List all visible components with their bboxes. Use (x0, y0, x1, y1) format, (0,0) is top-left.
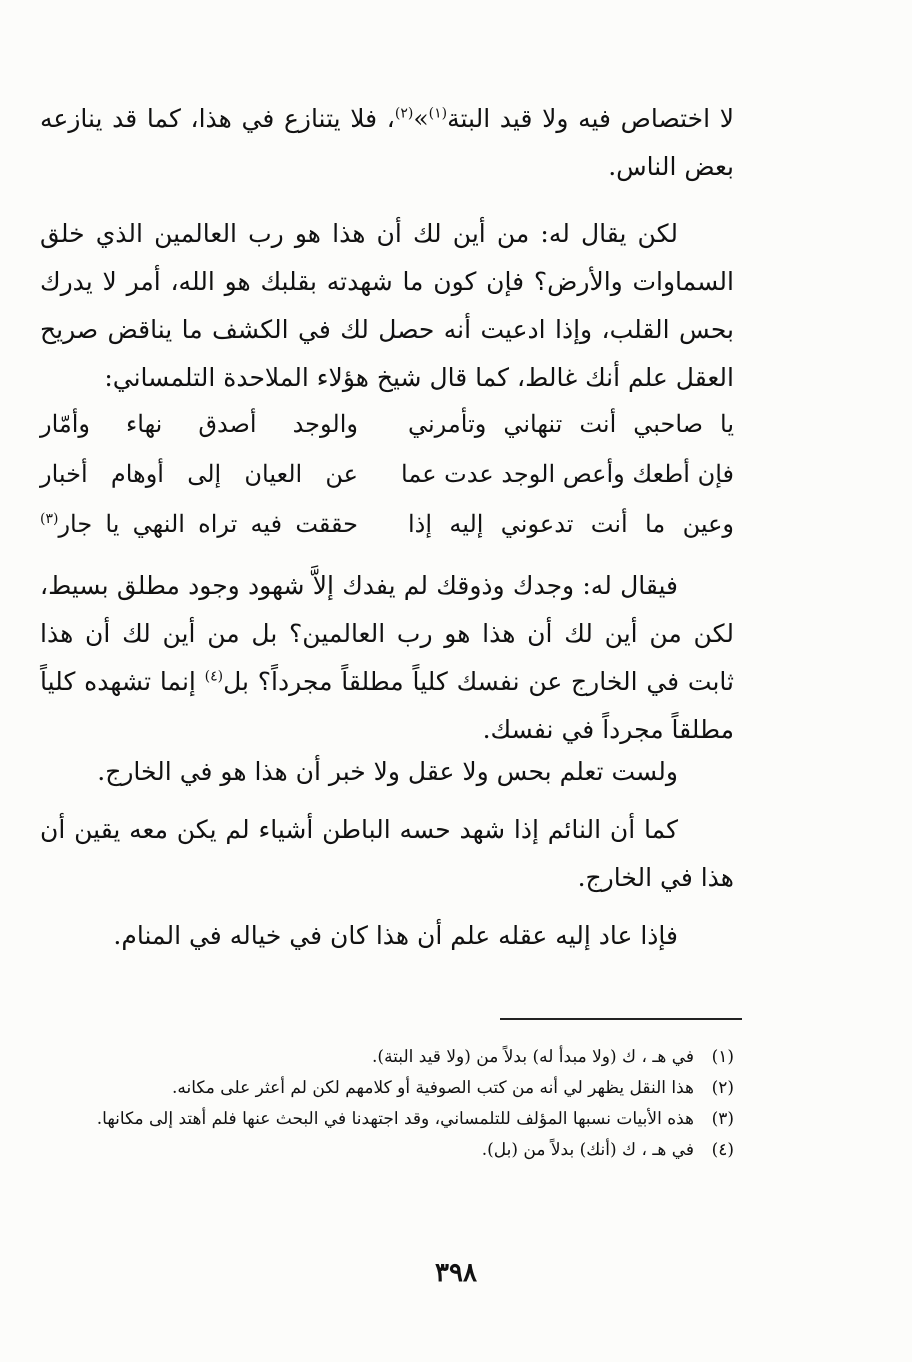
paragraph: ولست تعلم بحس ولا عقل ولا خبر أن هذا هو في الخارج. (97, 757, 678, 786)
paragraph-text: لا اختصاص فيه ولا قيد البتة (447, 104, 734, 133)
footnote-ref: (٣) (40, 511, 59, 527)
closing-quote: » (413, 104, 429, 133)
footnote (40, 1042, 734, 1073)
verse-first-hemistich: يا صاحبي أنت تنهاني وتأمرني (408, 410, 734, 438)
footnote-number: (١) (711, 1047, 734, 1067)
verse-text: والوجد أصدق نهاء وأمّار (40, 410, 358, 438)
footnote-number: (٢) (711, 1078, 734, 1098)
footnote-ref: (١) (428, 105, 448, 122)
paragraph-text: إنما تشهده كلياً مطلقاً مجرداً في نفسك. (40, 667, 734, 744)
footnote-text: في هـ ، ك (أنك) بدلاً من (بل). (481, 1140, 694, 1160)
footnote-ref: (٤) (204, 668, 224, 685)
verse-second-hemistich (40, 400, 358, 448)
paragraph-text: فيقال له: وجدك وذوقك لم يفدك إلاَّ شهود وجود مطلق بسيط، لكن من أين لك أن هذا هو رب العالمين؟ بل من أين لك أن هذا ثابت في الخارج عن نفسك كلياً مطلقاً مجرداً؟ بل (40, 571, 734, 696)
footnote-number: (٤) (711, 1140, 734, 1160)
poem-verse (40, 500, 734, 548)
verse-text: حققت فيه تراه النهي يا جار (58, 510, 358, 538)
verse-text: عن العيان إلى أوهام أخبار (40, 460, 358, 488)
footnote (40, 1135, 734, 1166)
footnote-text: هذا النقل يظهر لي أنه من كتب الصوفية أو كلامهم لكن لم أعثر على مكانه. (171, 1078, 694, 1098)
footnote (40, 1073, 734, 1104)
paragraph: فإذا عاد إليه عقله علم أن هذا كان في خياله في المنام. (113, 921, 678, 950)
verse-first-hemistich: وعين ما أنت تدعوني إليه إذا (408, 510, 734, 538)
footnote-divider (500, 1018, 742, 1020)
footnotes-list (40, 1042, 734, 1166)
paragraph (40, 562, 734, 754)
footnote-ref: (٢) (394, 105, 414, 122)
paragraph (40, 95, 734, 191)
page-number: ٣٩٨ (435, 1258, 477, 1288)
footnote (40, 1104, 734, 1135)
footnote-number: (٣) (711, 1109, 734, 1129)
poem-verse (40, 450, 734, 498)
poem-verse (40, 400, 734, 448)
paragraph: كما أن النائم إذا شهد حسه الباطن أشياء لم يكن معه يقين أن هذا في الخارج. (40, 815, 734, 892)
verse-first-hemistich: فإن أطعك وأعص الوجد عدت عما (401, 460, 734, 488)
footnote-text: في هـ ، ك (ولا مبدأ له) بدلاً من (ولا قيد البتة). (372, 1047, 694, 1067)
verse-second-hemistich (40, 500, 358, 548)
paragraph-text: ، فلا يتنازع في هذا، كما قد ينازعه بعض الناس. (40, 104, 734, 181)
footnote-text: هذه الأبيات نسبها المؤلف للتلمساني، وقد اجتهدنا في البحث عنها فلم أهتد إلى مكانها. (96, 1109, 694, 1129)
verse-second-hemistich (40, 450, 358, 498)
paragraph: لكن يقال له: من أين لك أن هذا هو رب العالمين الذي خلق السماوات والأرض؟ فإن كون ما شهدته بقلبك هو الله، أمر لا يدرك بحس القلب، وإذا ادعيت أنه حصل لك في الكشف ما يناقض صريح العقل علم أنك غالط، كما قال شيخ هؤلاء الملاحدة التلمساني: (40, 219, 734, 392)
